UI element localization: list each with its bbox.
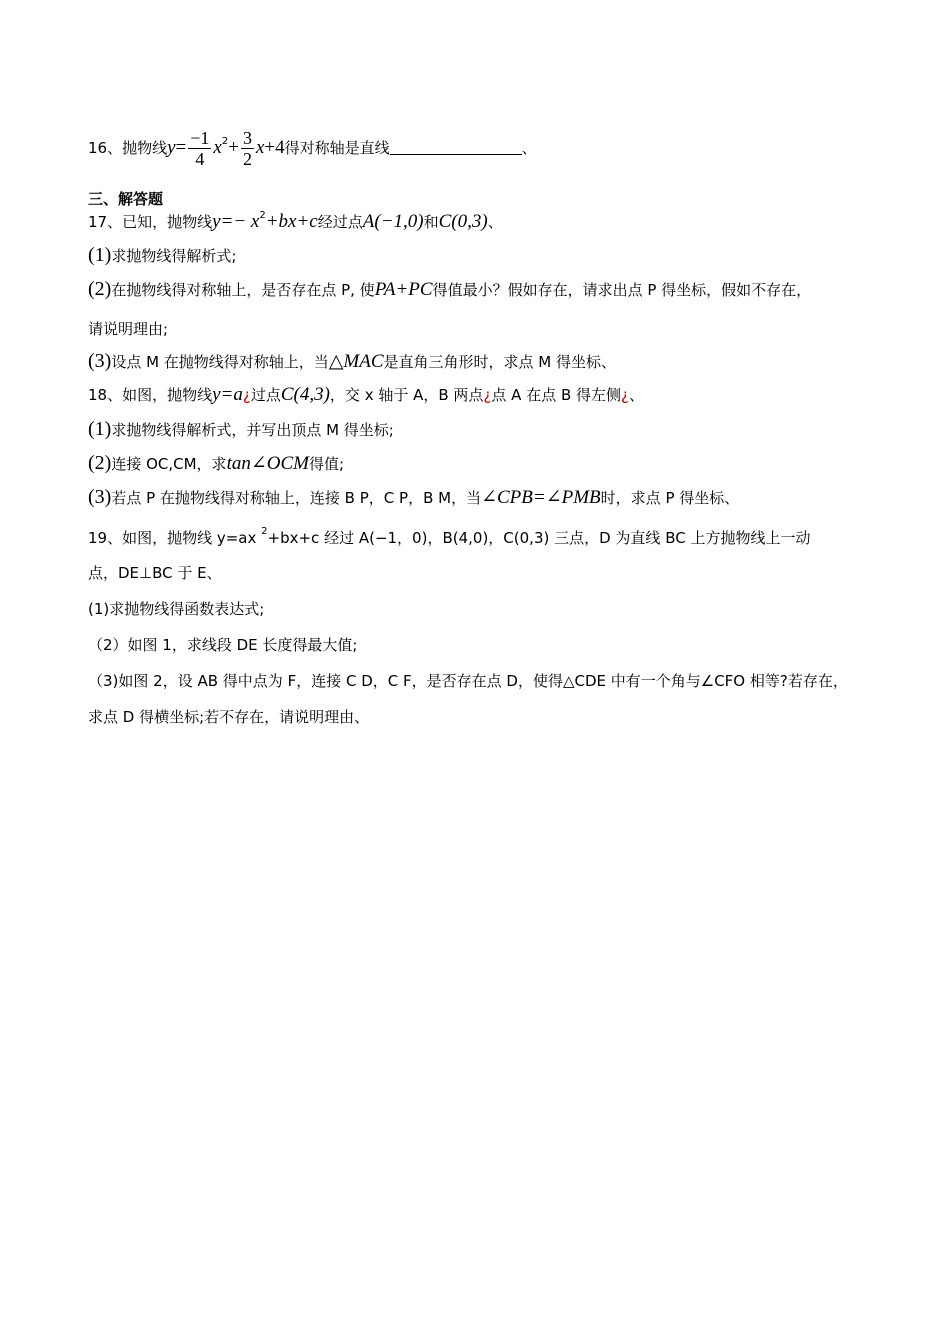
q16-fraction-1 (188, 128, 211, 169)
q16-line (88, 128, 537, 169)
q17-pass: 经过点 (317, 213, 363, 231)
q16-const: +4 (264, 137, 285, 158)
q16-y: y (167, 137, 176, 158)
q19-intro: 19、如图，抛物线 y=ax (88, 529, 262, 547)
q18-intro-line (88, 384, 644, 406)
q18-part2-text-a: 连接 OC,CM，求 (111, 455, 227, 473)
q17-part1-number: (1) (88, 244, 112, 266)
q17-part1 (88, 244, 236, 267)
q19-intro-rest: +bx+c 经过 A(−1，0)，B(4,0)，C(0,3) 三点，D 为直线 BC 上方抛物线上一动 (267, 529, 811, 547)
q18-glyph-3: ¿ (621, 386, 629, 404)
q18-part3-text-b: 时，求点 P 得坐标、 (600, 489, 740, 507)
q17-part3 (88, 350, 616, 373)
q18-part1-number: (1) (88, 418, 112, 440)
q18-part2-number: (2) (88, 452, 112, 474)
q19-part2: （2）如图 1，求线段 DE 长度得最大值; (88, 636, 358, 654)
q17-part3-number: (3) (88, 350, 112, 372)
q19-square: 2 (261, 526, 268, 537)
q17-and: 和 (423, 213, 439, 231)
q19-part1: (1)求抛物线得函数表达式; (88, 600, 265, 618)
section-title: 三、解答题 (88, 190, 164, 208)
q18-part3-number: (3) (88, 486, 112, 508)
q17-part2-expr: PA+PC (374, 279, 433, 300)
q18-part1 (88, 418, 394, 441)
q18-end: 、 (629, 386, 645, 404)
q18-part2 (88, 452, 344, 475)
q18-intro: 18、如图，抛物线 (88, 386, 213, 404)
q16-answer-blank (390, 140, 522, 155)
q16-frac1-denominator: 4 (195, 149, 205, 169)
q19-line1 (88, 526, 810, 548)
q17-intro-line (88, 210, 503, 233)
q18-glyph-2: ¿ (483, 386, 492, 404)
q18-part2-text-b: 得值; (308, 455, 345, 473)
q16-frac1-numerator: −1 (190, 128, 210, 148)
q17-end: 、 (487, 213, 503, 231)
q17-part1-text: 求抛物线得解析式; (111, 247, 237, 265)
q17-formula-rest: +bx+c (265, 211, 318, 232)
q16-fraction-2 (241, 128, 254, 169)
q17-square: 2 (259, 210, 266, 221)
q16-frac2-denominator: 2 (242, 149, 252, 169)
q17-intro: 17、已知，抛物线 (88, 213, 213, 231)
q19-part3: （3)如图 2，设 AB 得中点为 F，连接 C D，C F，是否存在点 D，使得△CDE 中有一个角与∠CFO 相等?若存在， (88, 672, 848, 690)
q17-part3-expr: △MAC (328, 351, 384, 372)
q18-pass: 过点 (250, 386, 281, 404)
q16-end: 、 (521, 139, 537, 157)
q17-part2 (88, 278, 811, 301)
q16-text: 得对称轴是直线 (284, 139, 390, 157)
q17-point-a: A(−1,0) (362, 211, 424, 232)
q18-part3-text-a: 若点 P 在抛物线得对称轴上，连接 B P，C P，B M，当 (111, 489, 482, 507)
q19-line2: 点，DE⊥BC 于 E、 (88, 564, 222, 582)
q18-part3 (88, 486, 739, 509)
q17-part2-number: (2) (88, 278, 112, 300)
q18-part1-text: 求抛物线得解析式，并写出顶点 M 得坐标; (111, 421, 394, 439)
q18-text: ，交 x 轴于 A，B 两点 (329, 386, 484, 404)
q17-part2-cont: 请说明理由; (88, 320, 169, 338)
q16-x: x (213, 137, 222, 158)
q18-point-c: C(4,3) (280, 384, 330, 405)
q18-formula: y=a (212, 384, 243, 405)
q17-part2-text-b: 得值最小？假如存在，请求出点 P 得坐标，假如不存在， (432, 281, 812, 299)
q17-point-c: C(0,3) (438, 211, 488, 232)
q16-eq: = (175, 137, 187, 158)
q17-formula: y=− x (212, 211, 260, 232)
q16-frac2-numerator: 3 (242, 128, 252, 148)
q16-label: 16、抛物线 (88, 139, 168, 157)
q18-part3-expr: ∠CPB=∠PMB (481, 487, 601, 508)
q18-text2: 点 A 在点 B 得左侧 (491, 386, 622, 404)
q19-part3-cont: 求点 D 得横坐标;若不存在，请说明理由、 (88, 708, 370, 726)
q18-glyph-1: ¿ (242, 386, 251, 404)
q17-part3-text-b: 是直角三角形时，求点 M 得坐标、 (383, 353, 617, 371)
q18-part2-expr: tan∠OCM (226, 453, 309, 474)
q16-square: 2 (221, 136, 229, 147)
q16-plus: + (228, 137, 239, 158)
q17-part3-text-a: 设点 M 在抛物线得对称轴上，当 (111, 353, 329, 371)
q17-part2-text-a: 在抛物线得对称轴上，是否存在点 P, 使 (111, 281, 375, 299)
q16-x2: x (255, 137, 265, 158)
